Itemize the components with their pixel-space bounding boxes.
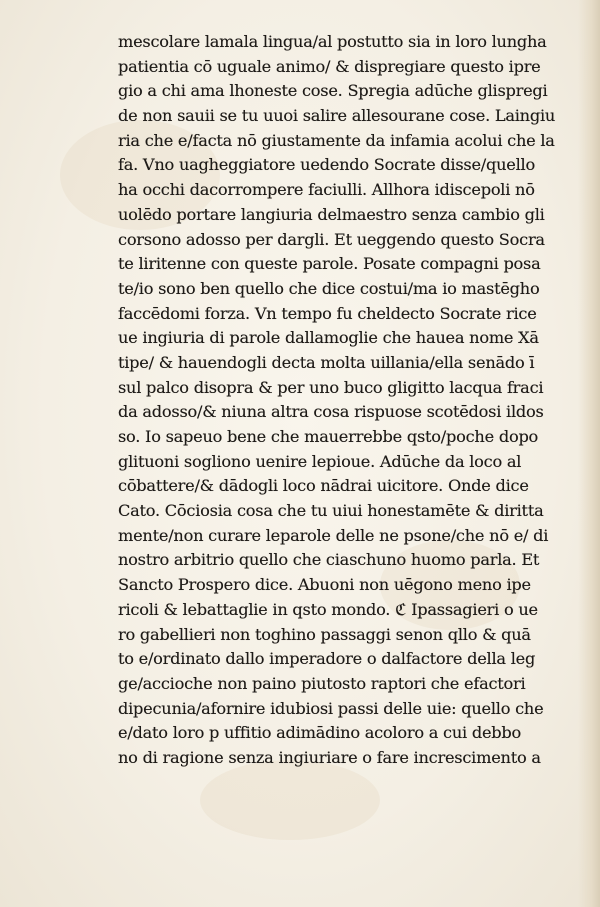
text-line: ge/accioche non paino piutosto raptori che efactori: [118, 673, 526, 693]
text-line: patientia cō uguale animo/ & dispregiare questo ipre: [118, 56, 541, 76]
text-line: dipecunia/afornire idubiosi passi delle uie: quello che: [118, 698, 544, 718]
text-line: mente/non curare leparole delle ne psone/che nō e/ di: [118, 525, 549, 545]
text-line: uolēdo portare langiuria delmaestro senza cambio gli: [118, 204, 545, 224]
text-line: e/dato loro p uffitio adimādino acoloro a cui debbo: [118, 723, 521, 743]
text-line: nostro arbitrio quello che ciaschuno huomo parla. Et: [118, 550, 540, 570]
page-edge: [578, 0, 600, 907]
text-line: Cato. Cōciosia cosa che tu uiui honestamēte & diritta: [118, 501, 544, 521]
text-line: glituoni sogliono uenire lepioue. Adūche da loco al: [118, 451, 522, 471]
text-line: faccēdomi forza. Vn tempo fu cheldecto Socrate rice: [118, 303, 537, 323]
text-line: ha occhi dacorrompere faciulli. Allhora idiscepoli nō: [118, 180, 535, 200]
text-line: ro gabellieri non toghino passaggi senon qllo & quā: [118, 624, 531, 644]
text-line: sul palco disopra & per uno buco gligitto lacqua fraci: [118, 377, 544, 397]
text-line: de non sauii se tu uuoi salire allesourane cose. Laingiu: [118, 106, 556, 126]
text-line: no di ragione senza ingiuriare o fare increscimento a: [118, 747, 541, 767]
text-line: fa. Vno uagheggiatore uedendo Socrate disse/quello: [118, 155, 535, 175]
text-block: [118, 30, 558, 771]
text-line: te liritenne con queste parole. Posate compagni posa: [118, 254, 541, 274]
text-line: da adosso/& niuna altra cosa rispuose scotēdosi ildos: [118, 402, 544, 422]
text-line: te/io sono ben quello che dice costui/ma io mastēgho: [118, 278, 540, 298]
text-line: to e/ordinato dallo imperadore o dalfactore della leg: [118, 649, 536, 669]
text-line: gio a chi ama lhoneste cose. Spregia adūche glispregi: [118, 81, 548, 101]
text-line: ria che e/facta nō giustamente da infamia acolui che la: [118, 130, 555, 150]
text-line: mescolare lamala lingua/al postutto sia in loro lungha: [118, 32, 547, 51]
text-line: Sancto Prospero dice. Abuoni non uēgono meno ipe: [118, 575, 531, 595]
text-line: corsono adosso per dargli. Et ueggendo questo Socra: [118, 229, 545, 249]
text-line: tipe/ & hauendogli decta molta uillania/ella senādo ī: [118, 352, 535, 372]
text-line: cōbattere/& dādogli loco nādrai uicitore. Onde dice: [118, 476, 529, 496]
text-line: ue ingiuria di parole dallamoglie che hauea nome Xā: [118, 328, 539, 348]
text-line: so. Io sapeuo bene che mauerrebbe qsto/poche dopo: [118, 427, 539, 446]
paper-stain: [200, 760, 380, 840]
text-line: ricoli & lebattaglie in qsto mondo. ℭ Ipassagieri o ue: [118, 599, 538, 619]
